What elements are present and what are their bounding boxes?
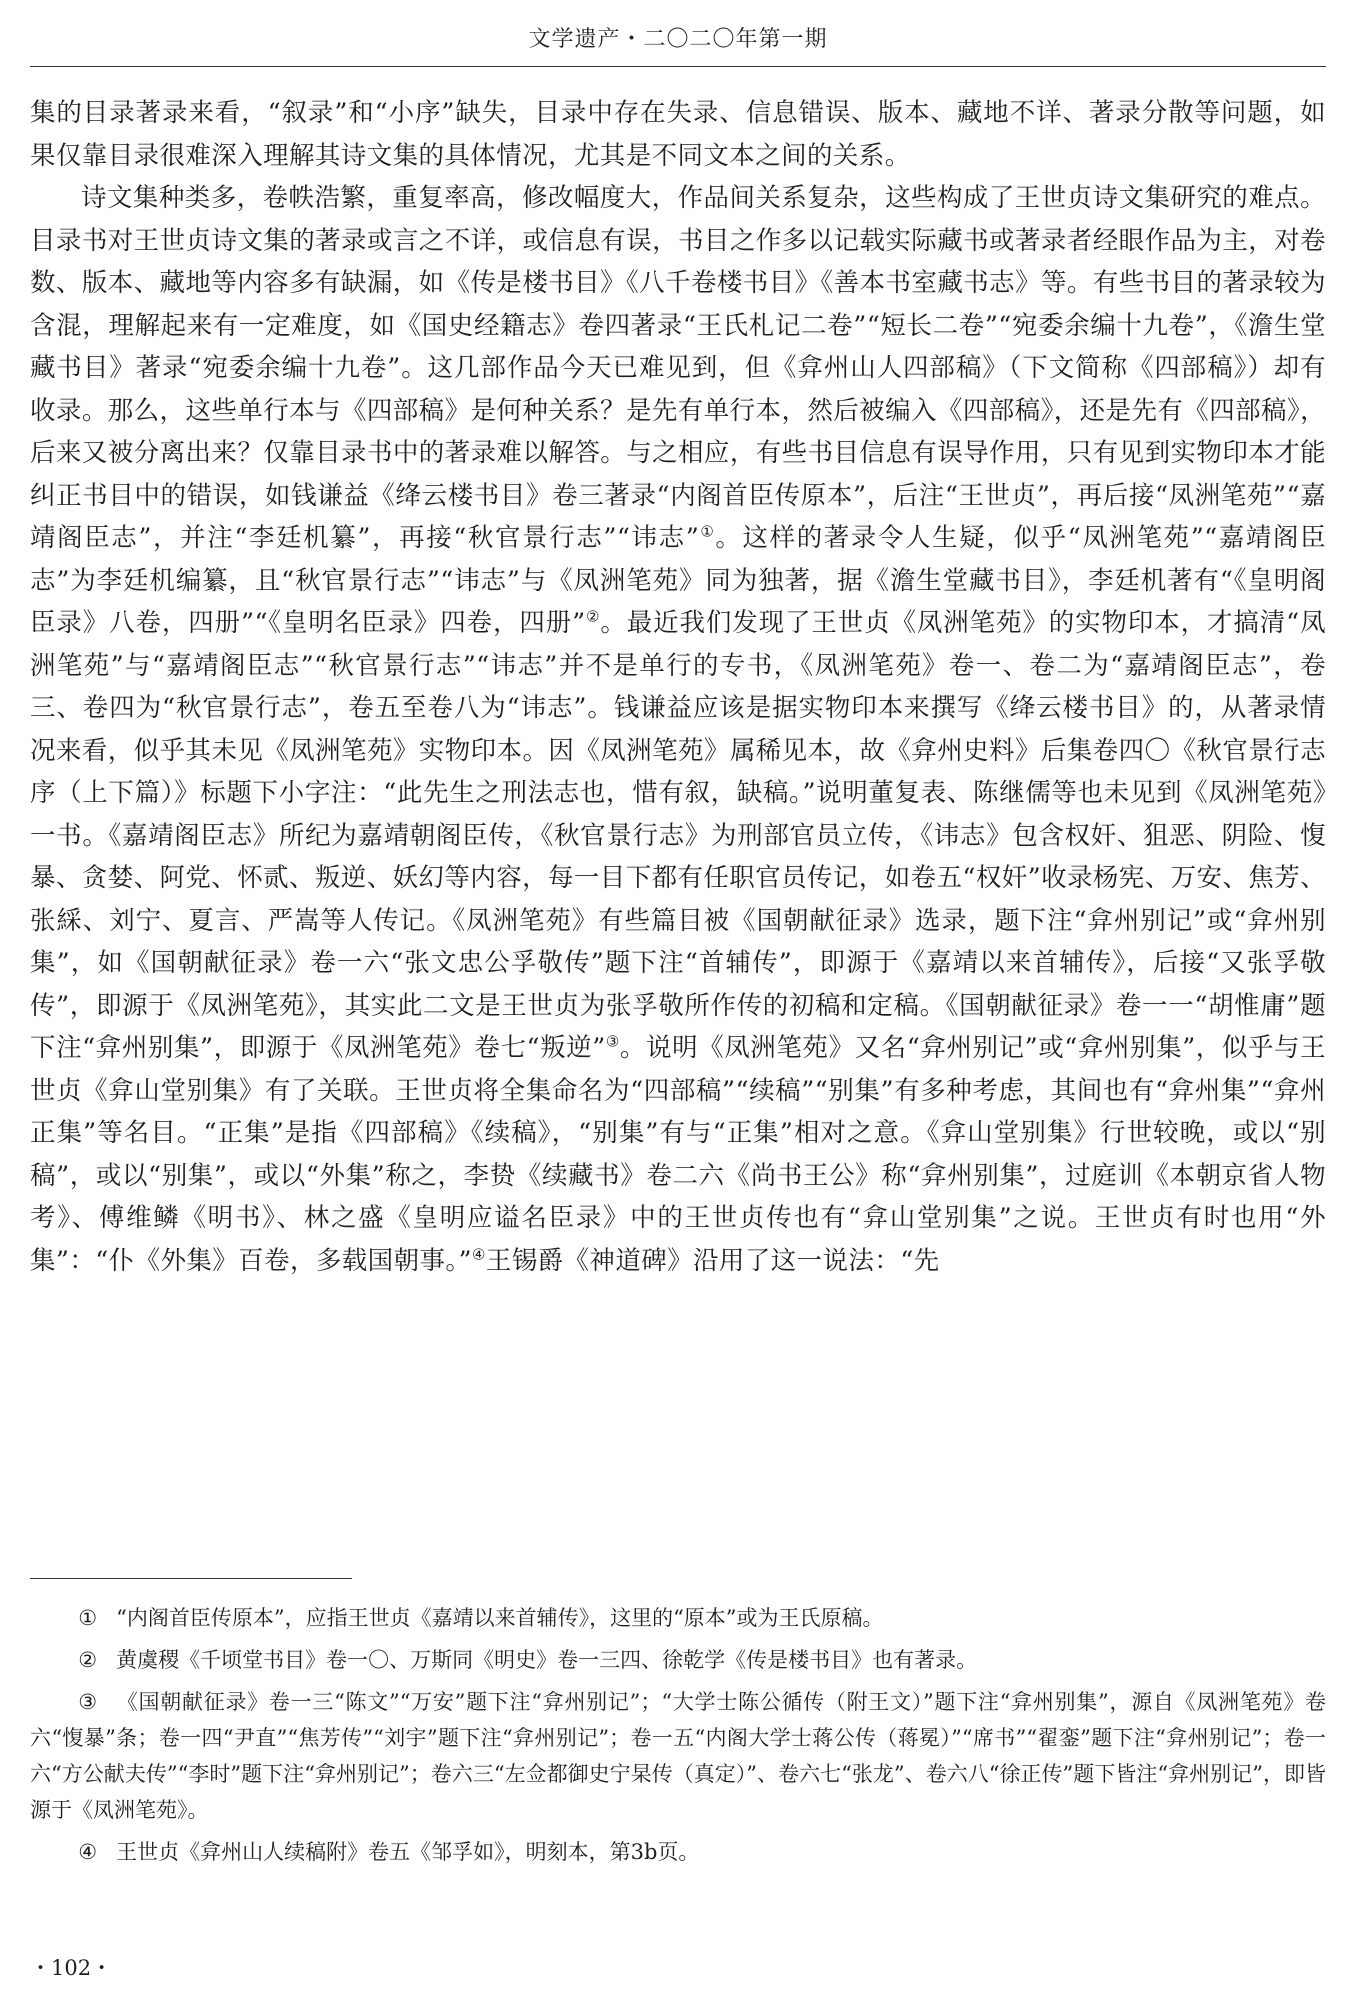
- footnote-text: 王世贞《弇州山人续稿附》卷五《邹孚如》，明刻本，第3b页。: [116, 1840, 700, 1864]
- running-header: [30, 22, 1326, 53]
- footnote: [30, 1642, 1326, 1678]
- footnote-ref-1[interactable]: ①: [699, 522, 716, 541]
- paragraph-text: 。这样的著录令人生疑，似乎“凤洲笔苑”“嘉靖阁臣志”为李廷机编纂，且“秋官景行志”“讳志”与《凤洲笔苑》同为独著，据《澹生堂藏书目》，李廷机著有“《皇明阁臣录》八卷，四册”“《皇明名臣录》四卷，四册”: [30, 523, 1326, 638]
- footnotes: [30, 1600, 1326, 1876]
- footnote-text: 黄虞稷《千顷堂书目》卷一〇、万斯同《明史》卷一三四、徐乾学《传是楼书目》也有著录。: [116, 1648, 978, 1672]
- paragraph-text: 。说明《凤洲笔苑》又名“弇州别记”或“弇州别集”，似乎与王世贞《弇山堂别集》有了关联。王世贞将全集命名为“四部稿”“续稿”“别集”有多种考虑，其间也有“弇州集”“弇州正集”等名目。“正集”是指《四部稿》《续稿》，“别集”有与“正集”相对之意。《弇山堂别集》行世较晚，或以“别稿”，或以“别集”，或以“外集”称之，李贽《续藏书》卷二六《尚书王公》称“弇州别集”，过庭训《本朝京省人物考》、傅维鳞《明书》、林之盛《皇明应谥名臣录》中的王世贞传也有“弇山堂别集”之说。王世贞有时也用“外集”：“仆《外集》百卷，多载国朝事。”: [30, 1033, 1326, 1276]
- paragraph-text: 。最近我们发现了王世贞《凤洲笔苑》的实物印本，才搞清“凤洲笔苑”与“嘉靖阁臣志”“秋官景行志”“讳志”并不是单行的专书，《凤洲笔苑》卷一、卷二为“嘉靖阁臣志”，卷三、卷四为“秋官景行志”，卷五至卷八为“讳志”。钱谦益应该是据实物印本来撰写《绛云楼书目》的，从著录情况来看，似乎其未见《凤洲笔苑》实物印本。因《凤洲笔苑》属稀见本，故《弇州史料》后集卷四〇《秋官景行志序（上下篇）》标题下小字注：“此先生之刑法志也，惜有叙，缺稿。”说明董复表、陈继儒等也未见到《凤洲笔苑》一书。《嘉靖阁臣志》所纪为嘉靖朝阁臣传，《秋官景行志》为刑部官员立传，《讳志》包含权奸、狙恶、阴险、愎暴、贪婪、阿党、怀贰、叛逆、妖幻等内容，每一目下都有任职官员传记，如卷五“权奸”收录杨宪、万安、焦芳、张綵、刘宁、夏言、严嵩等人传记。《凤洲笔苑》有些篇目被《国朝献征录》选录，题下注“弇州别记”或“弇州别集”，如《国朝献征录》卷一六“张文忠公孚敬传”题下注“首辅传”，即源于《嘉靖以来首辅传》，后接“又张孚敬传”，即源于《凤洲笔苑》，其实此二文是王世贞为张孚敬所作传的初稿和定稿。《国朝献征录》卷一一“胡惟庸”题下注“弇州别集”，即源于《凤洲笔苑》卷七“叛逆”: [30, 608, 1326, 1063]
- footnote-text: “内阁首臣传原本”，应指王世贞《嘉靖以来首辅传》，这里的“原本”或为王氏原稿。: [116, 1606, 884, 1630]
- paragraph-text: 诗文集种类多，卷帙浩繁，重复率高，修改幅度大，作品间关系复杂，这些构成了王世贞诗文集研究的难点。目录书对王世贞诗文集的著录或言之不详，或信息有误，书目之作多以记载实际藏书或著录者经眼作品为主，对卷数、版本、藏地等内容多有缺漏，如《传是楼书目》《八千卷楼书目》《善本书室藏书志》等。有些书目的著录较为含混，理解起来有一定难度，如《国史经籍志》卷四著录“王氏札记二卷”“短长二卷”“宛委余编十九卷”，《澹生堂藏书目》著录“宛委余编十九卷”。这几部作品今天已难见到，但《弇州山人四部稿》（下文简称《四部稿》）却有收录。那么，这些单行本与《四部稿》是何种关系？是先有单行本，然后被编入《四部稿》，还是先有《四部稿》，后来又被分离出来？仅靠目录书中的著录难以解答。与之相应，有些书目信息有误导作用，只有见到实物印本才能纠正书目中的错误，如钱谦益《绛云楼书目》卷三著录“内阁首臣传原本”，后注“王世贞”，再后接“凤洲笔苑”“嘉靖阁臣志”，并注“李廷机纂”，再接“秋官景行志”“讳志”: [30, 183, 1326, 553]
- paragraph-text: 集的目录著录来看，“叙录”和“小序”缺失，目录中存在失录、信息错误、版本、藏地不详、著录分散等问题，如果仅靠目录很难深入理解其诗文集的具体情况，尤其是不同文本之间的关系。: [30, 98, 1326, 171]
- journal-title: 文学遗产・二〇二〇年第一期: [528, 27, 828, 52]
- footnote: [30, 1600, 1326, 1636]
- footnote-mark: ②: [78, 1648, 98, 1672]
- footnote-text: 《国朝献征录》卷一三“陈文”“万安”题下注“弇州别记”；“大学士陈公循传（附王文）”题下注“弇州别集”，源自《凤洲笔苑》卷六“愎暴”条；卷一四“尹直”“焦芳传”“刘宇”题下注“弇州别记”；卷一五“内阁大学士蒋公传（蒋冕）”“席书”“翟銮”题下注“弇州别记”；卷一六“方公献夫传”“李时”题下注“弇州别记”；卷六三“左佥都御史宁杲传（真定）”、卷六七“张龙”、卷六八“徐正传”题下皆注“弇州别记”，即皆源于《凤洲笔苑》。: [30, 1690, 1326, 1822]
- footnote-rule: [30, 1578, 352, 1579]
- footnote-mark: ①: [78, 1606, 98, 1630]
- paragraph-text: 王锡爵《神道碑》沿用了这一说法：“先: [485, 1245, 940, 1276]
- header-rule: [30, 66, 1326, 67]
- paragraph: [30, 177, 1326, 1282]
- main-text: [30, 92, 1326, 1282]
- footnote: [30, 1834, 1326, 1870]
- footnote: [30, 1684, 1326, 1828]
- paragraph: [30, 92, 1326, 177]
- footnote-ref-2[interactable]: ②: [585, 607, 601, 626]
- footnote-ref-4[interactable]: ④: [471, 1245, 486, 1263]
- page-number: ・102・: [30, 1956, 113, 1980]
- footnote-ref-3[interactable]: ③: [605, 1032, 620, 1051]
- footnote-mark: ④: [78, 1840, 98, 1864]
- footnote-mark: ③: [78, 1690, 98, 1714]
